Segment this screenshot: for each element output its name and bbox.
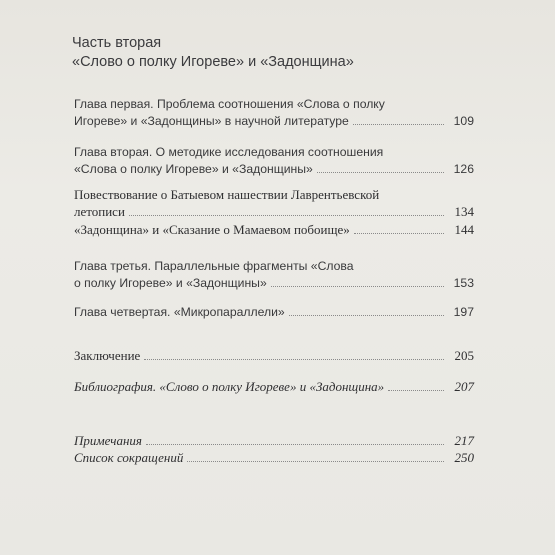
leader-dots bbox=[271, 275, 444, 287]
part-title: Часть вторая bbox=[72, 35, 162, 51]
toc-entry-title-cont: «Слова о полку Игореве» и «Задонщины» bbox=[74, 162, 313, 176]
toc-entry bbox=[74, 347, 474, 364]
part-subtitle: «Слово о полку Игореве» и «Задонщина» bbox=[72, 54, 354, 70]
toc-page-number: 250 bbox=[454, 450, 474, 465]
leader-dots bbox=[388, 379, 444, 391]
toc-entry-title-cont: о полку Игореве» и «Задонщины» bbox=[74, 276, 267, 290]
toc-entry-title: Глава вторая. О методике исследования соотношения bbox=[74, 145, 384, 159]
toc-page-number: 197 bbox=[453, 305, 474, 319]
toc-entry bbox=[74, 96, 474, 130]
leader-dots bbox=[187, 450, 444, 462]
leader-dots bbox=[354, 222, 444, 234]
leader-dots bbox=[144, 348, 444, 360]
toc-page-number: 207 bbox=[454, 379, 474, 394]
toc-entry bbox=[74, 304, 474, 321]
leader-dots bbox=[317, 161, 444, 173]
toc-entry-title-cont: летописи bbox=[74, 204, 125, 219]
toc-page-number: 126 bbox=[453, 162, 474, 176]
toc-entry-title: Глава третья. Параллельные фрагменты «Слова bbox=[74, 259, 354, 273]
toc-page-number: 144 bbox=[454, 222, 474, 237]
toc-entry-title: Примечания bbox=[74, 433, 142, 448]
toc-page-number: 153 bbox=[453, 276, 474, 290]
toc-entry bbox=[74, 144, 474, 178]
toc-page-number: 109 bbox=[453, 114, 474, 128]
toc-entry bbox=[74, 186, 474, 220]
toc-entry-title: Глава первая. Проблема соотношения «Слова о полку bbox=[74, 97, 385, 111]
leader-dots bbox=[289, 304, 444, 316]
toc-entry bbox=[74, 432, 474, 449]
leader-dots bbox=[146, 433, 444, 445]
toc-entry bbox=[74, 449, 474, 466]
toc-entry-title: «Задонщина» и «Сказание о Мамаевом побоище» bbox=[74, 222, 350, 237]
toc-page-number: 205 bbox=[454, 348, 474, 363]
leader-dots bbox=[129, 204, 444, 216]
toc-entry-title: Заключение bbox=[74, 348, 141, 363]
leader-dots bbox=[353, 113, 444, 125]
toc-entry bbox=[74, 378, 474, 395]
part-heading bbox=[72, 34, 354, 72]
toc-page-number: 217 bbox=[454, 433, 474, 448]
toc-entry-title: Библиография. «Слово о полку Игореве» и «Задонщина» bbox=[74, 379, 385, 394]
toc-entry-title: Повествование о Батыевом нашествии Лаврентьевской bbox=[74, 187, 380, 202]
toc-entry-title: Список сокращений bbox=[74, 450, 184, 465]
toc-entry-title: Глава четвертая. «Микропараллели» bbox=[74, 305, 285, 319]
toc-entry bbox=[74, 258, 474, 292]
toc-entry-title-cont: Игореве» и «Задонщины» в научной литературе bbox=[74, 114, 349, 128]
toc-entry bbox=[74, 221, 474, 238]
toc-page-number: 134 bbox=[454, 204, 474, 219]
